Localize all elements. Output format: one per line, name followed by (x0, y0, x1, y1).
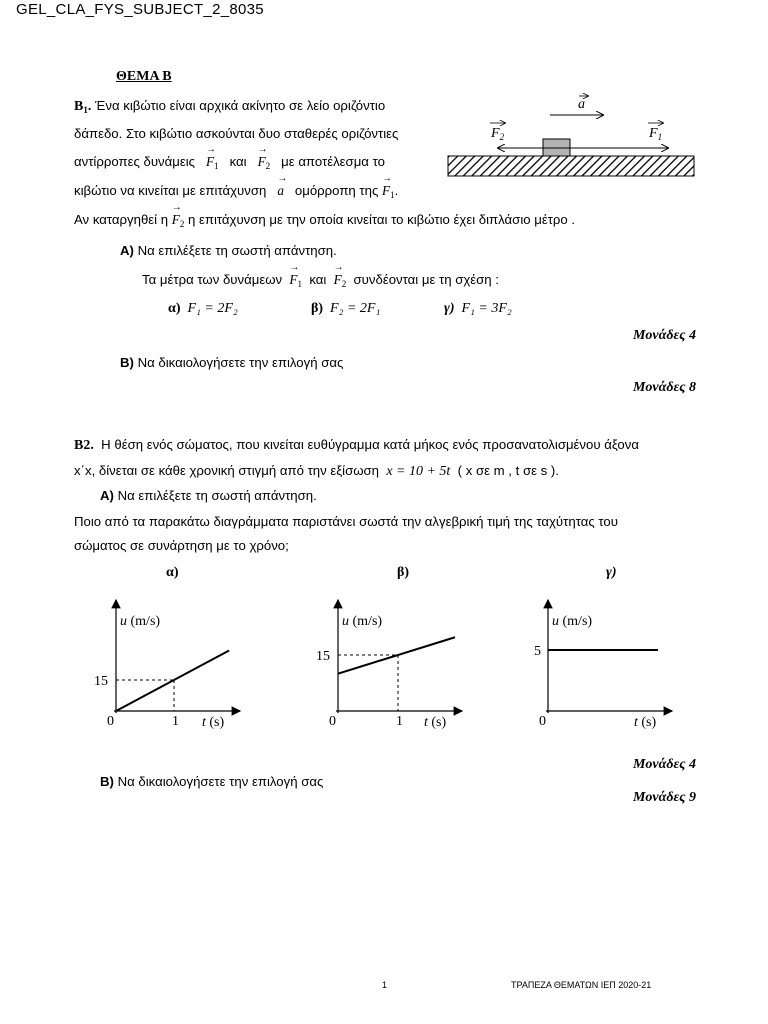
b1-option-b[interactable]: β) F₂ = 2F₁ (311, 301, 381, 316)
x-tick-label: 1 (172, 714, 179, 729)
acceleration-arrow (550, 96, 603, 115)
x-axis-label: t (s) (634, 715, 657, 730)
y-tick-label: 15 (316, 649, 330, 664)
b1-line2: δάπεδο. Στο κιβώτιο ασκούνται δυο σταθερές οριζόντιες (74, 126, 399, 141)
x-axis-label: t (s) (424, 715, 447, 730)
chart-a (90, 590, 270, 740)
series-line (338, 637, 455, 673)
b1-line5: Αν καταργηθεί $\eta \to F_2$ η επιτάχυνση με την οποία κινείται το κιβώτιο έχει διπλάσιο μέτρο . (74, 212, 575, 229)
floor (448, 156, 694, 176)
chart-label-b[interactable]: β) (397, 565, 410, 580)
page-title: ΘΕΜΑ Β (116, 69, 172, 84)
b1-label: $B_1$. (74, 99, 92, 115)
b1-line4: κιβώτιο να κινείται με επιτάχυνση → a ομόρροπη $\tau\eta\varsigma \to F_1$. (74, 183, 398, 200)
b1-partB: Β) Να δικαιολογήσετε την επιλογή σας (120, 355, 344, 370)
page-number: 1 (382, 980, 388, 990)
svg-text:F1: $F_1$ (649, 126, 663, 142)
series-line (116, 651, 229, 711)
b1-relation: Τα μέτρα των $\delta\upsilon\nu ά\mu\varepsilon\omega\nu \to F_1$ $\kappa\alpha\iota \to F_2$ συνδέονται με τη σχέση : (142, 272, 499, 289)
y-axis-label: u (m/s) (120, 614, 161, 629)
chart-c (520, 590, 700, 740)
x-tick-label: 0 (539, 714, 546, 729)
b2-question-line1: Ποιο από τα παρακάτω διαγράμματα παριστάνει σωστά την αλγεβρική τιμή της ταχύτητας του (74, 514, 618, 529)
b1-marks-A: Μονάδες 4 (632, 328, 696, 343)
svg-text:F2: $F_2$ (491, 126, 505, 142)
chart-label-a[interactable]: α) (166, 565, 179, 580)
y-tick-label: 5 (534, 644, 541, 659)
b1-partA: Α) Να επιλέξετε τη σωστή απάντηση. (120, 243, 337, 258)
b2-marks-B: Μονάδες 9 (632, 790, 696, 805)
b2-partA: Α) Να επιλέξετε τη σωστή απάντηση. (100, 488, 317, 503)
x-tick-label: 0 (329, 714, 336, 729)
y-axis-label: u (m/s) (552, 614, 593, 629)
b1-line1: $B_1$. Ένα κιβώτιο είναι αρχικά ακίνητο σε λείο οριζόντιο (74, 98, 386, 115)
document-code: GEL_CLA_FYS_SUBJECT_2_8035 (16, 1, 264, 18)
y-tick-label: 15 (94, 674, 108, 689)
b1-marks-B: Μονάδες 8 (632, 380, 696, 395)
b2-line1: Β2. Η θέση ενός σώματος, που κινείται ευθύγραμμα κατά μήκος ενός προσανατολισμένου άξονα (74, 437, 639, 453)
b1-option-c[interactable]: γ) F₁ = 3F₂ (444, 301, 512, 316)
b2-marks-A: Μονάδες 4 (632, 757, 696, 772)
f1-label (648, 123, 663, 142)
b1-force-diagram (440, 88, 700, 184)
x-tick-label: 1 (396, 714, 403, 729)
footer-bank: ΤΡΑΠΕΖΑ ΘΕΜΑΤΩΝ ΙΕΠ 2020-21 (511, 980, 652, 990)
y-axis-label: u (m/s) (342, 614, 383, 629)
f2-label (490, 123, 505, 142)
b2-line2: x΄x, δίνεται σε κάθε χρονική στιγμή από την εξίσωση x = 10 + 5t ( x σε m , t σε s ). (74, 463, 559, 479)
x-tick-label: 0 (107, 714, 114, 729)
b1-option-a[interactable]: α) F₁ = 2F₂ (168, 301, 238, 316)
x-axis-label: t (s) (202, 715, 225, 730)
chart-b (310, 590, 490, 740)
b1-line3: αντίρροπες $\delta\upsilon\nu ά\mu\varepsilon\iota\varsigma \to F_1$ $\kappa\alpha\iota \to F_2$ με αποτέλεσμα το (74, 154, 385, 171)
svg-text:a: a (578, 97, 585, 112)
b2-question-line2: σώματος σε συνάρτηση με το χρόνο; (74, 538, 289, 553)
chart-label-c[interactable]: γ) (606, 565, 617, 580)
b2-partB: Β) Να δικαιολογήσετε την επιλογή σας (100, 774, 324, 789)
